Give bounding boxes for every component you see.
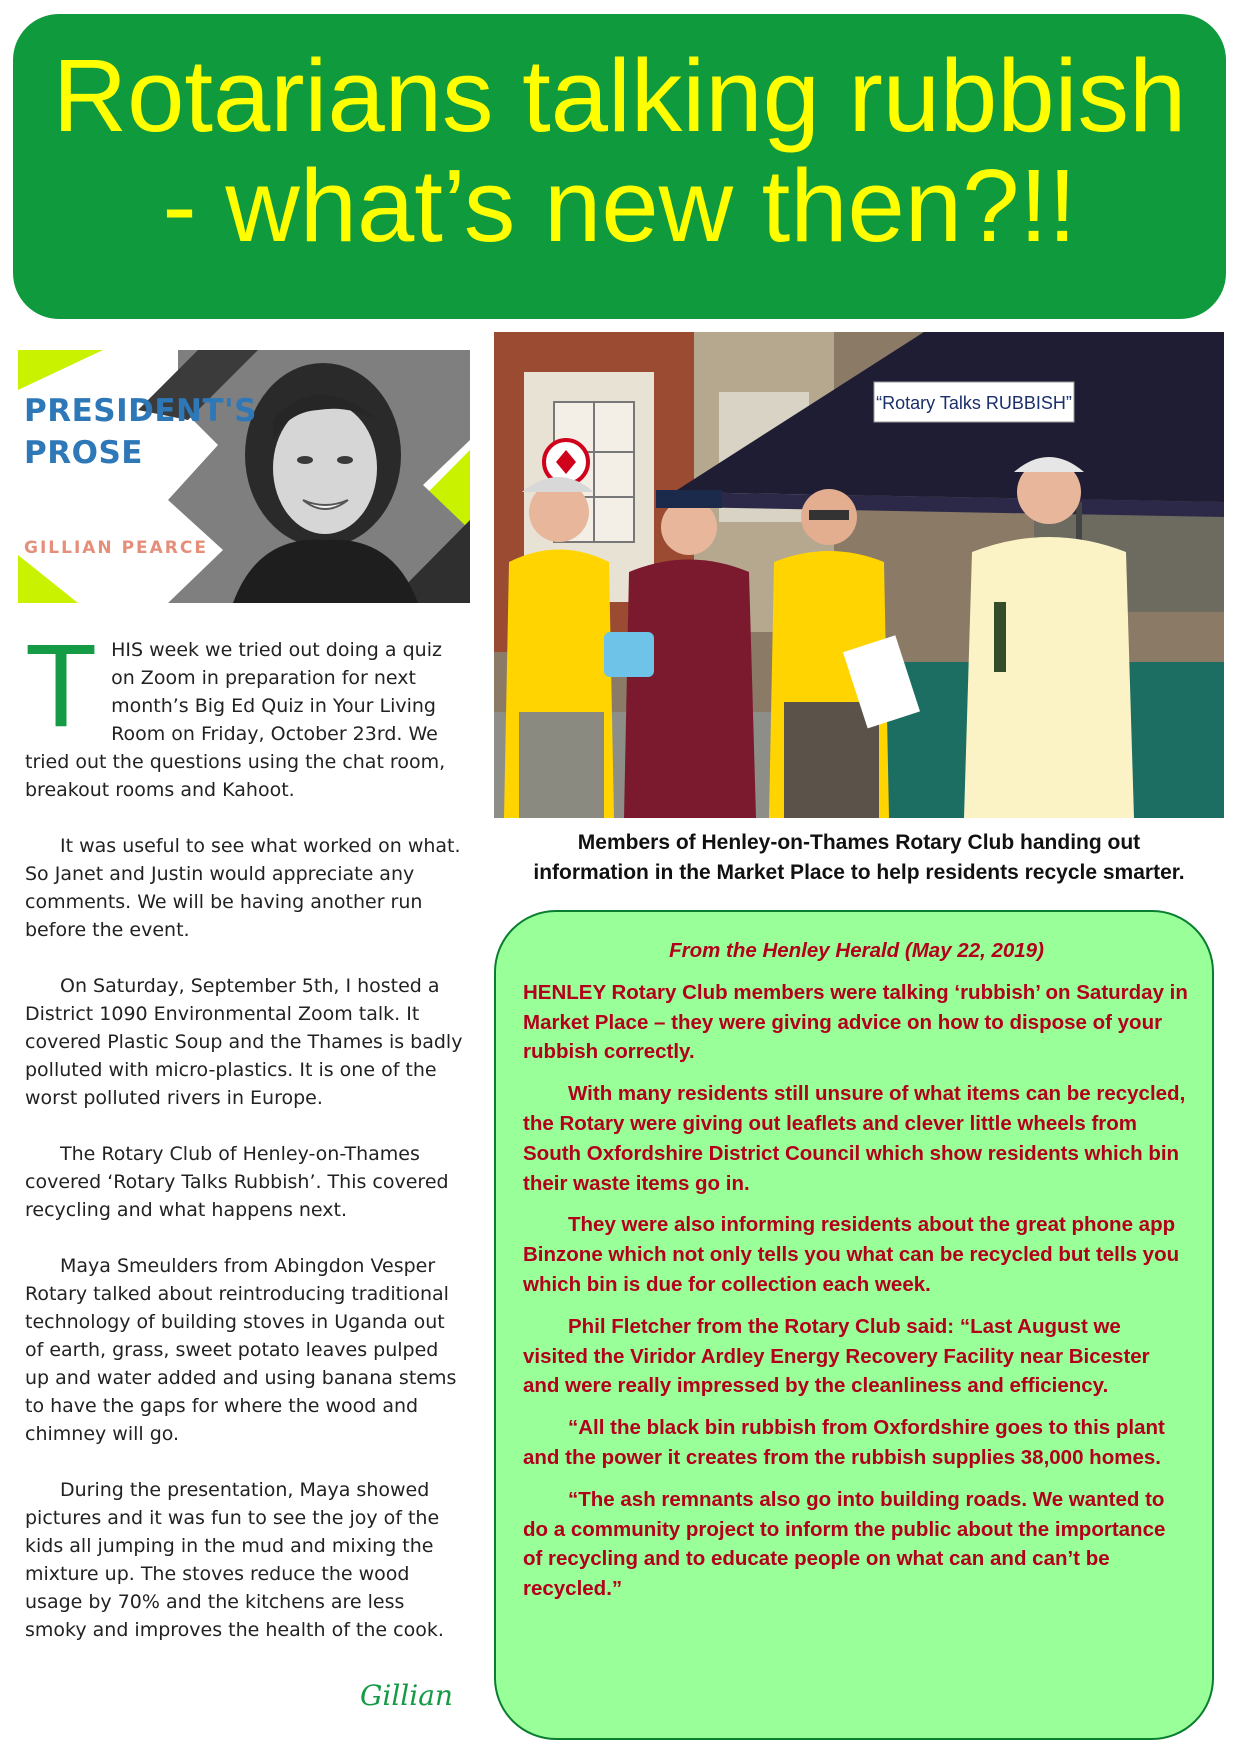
herald-source: From the Henley Herald (May 22, 2019) <box>669 939 1044 962</box>
rotary-stall-photo <box>494 332 1224 818</box>
gazebo-sign: “Rotary Talks RUBBISH” <box>876 393 1072 413</box>
herald-paragraph: With many residents still unsure of what items can be recycled, the Rotary were giving out leaflets and clever little wheels from South Oxfordshire District Council which show residents which bin their waste items go in. <box>523 1082 1186 1195</box>
article-paragraph: During the presentation, Maya showed pictures and it was fun to see the joy of the kids all jumping in the mud and mixing the mixture up. The stoves reduce the wood usage by 70% and the kitchens are less smoky and improves the health of the cook. <box>25 1479 444 1641</box>
herald-paragraph: “The ash remnants also go into building roads. We wanted to do a community project to inform the public about the importance of recycling and to educate people on what can and can’t be recycled.” <box>523 1487 1166 1601</box>
lime-corner-shape <box>18 555 78 603</box>
presidents-article <box>25 620 463 1672</box>
article-paragraph-text: HIS week we tried out doing a quiz on Zoom in preparation for next month’s Big Ed Quiz in Your Living Room on Friday, October 23rd. We tried out the questions using the chat room, breakout rooms and Kahoot. <box>25 639 446 801</box>
banner-graphic <box>18 350 470 603</box>
article-paragraph: The Rotary Club of Henley-on-Thames covered ‘Rotary Talks Rubbish’. This covered recycling and what happens next. <box>25 1143 449 1221</box>
article-paragraph: It was useful to see what worked on what. So Janet and Justin would appreciate any comments. We will be having another run before the event. <box>25 835 461 941</box>
herald-paragraph: They were also informing residents about the great phone app Binzone which not only tells you what can be recycled but tells you which bin is due for collection each week. <box>523 1213 1180 1296</box>
henley-herald-box <box>494 910 1214 1740</box>
herald-paragraph: Phil Fletcher from the Rotary Club said: “Last August we visited the Viridor Ardley Energy Recovery Facility near Bicester and were really impressed by the cleanliness and efficiency. <box>523 1314 1150 1398</box>
drop-cap: T <box>25 620 98 752</box>
photo-illustration <box>494 332 1224 818</box>
banner-author-name: GILLIAN PEARCE <box>24 538 208 558</box>
banner-title-line-1: PRESIDENT'S <box>24 393 257 429</box>
article-paragraph: On Saturday, September 5th, I hosted a District 1090 Environmental Zoom talk. It covered Plastic Soup and the Thames is badly polluted with micro-plastics. It is one of the worst polluted rivers in Europe. <box>25 975 463 1109</box>
photo-caption-line-2: information in the Market Place to help residents recycle smarter. <box>533 861 1185 884</box>
presidents-prose-banner <box>18 350 470 603</box>
signature: Gillian <box>360 1679 453 1712</box>
article-paragraph: Maya Smeulders from Abingdon Vesper Rotary talked about reintroducing traditional technology of building stoves in Uganda out of earth, grass, sweet potato leaves pulped up and water added and using banana stems to have the gaps for where the wood and chimney will go. <box>25 1255 457 1445</box>
photo-caption-line-1: Members of Henley-on-Thames Rotary Club handing out <box>577 831 1141 854</box>
herald-paragraph: HENLEY Rotary Club members were talking ‘rubbish’ on Saturday in Market Place – they were giving advice on how to dispose of your rubbish correctly. <box>523 980 1188 1064</box>
banner-title <box>24 390 257 474</box>
page-title-line-1: Rotarians talking rubbish <box>52 38 1187 153</box>
page-title-line-2: - what’s new then?!! <box>162 148 1077 263</box>
banner-title-line-2: PROSE <box>24 435 143 471</box>
page-title <box>13 14 1226 319</box>
photo-caption <box>494 828 1224 888</box>
lime-corner-shape <box>18 350 103 390</box>
article-paragraph <box>25 620 463 804</box>
herald-paragraph: “All the black bin rubbish from Oxfordshire goes to this plant and the power it creates from the rubbish supplies 38,000 homes. <box>523 1416 1165 1469</box>
